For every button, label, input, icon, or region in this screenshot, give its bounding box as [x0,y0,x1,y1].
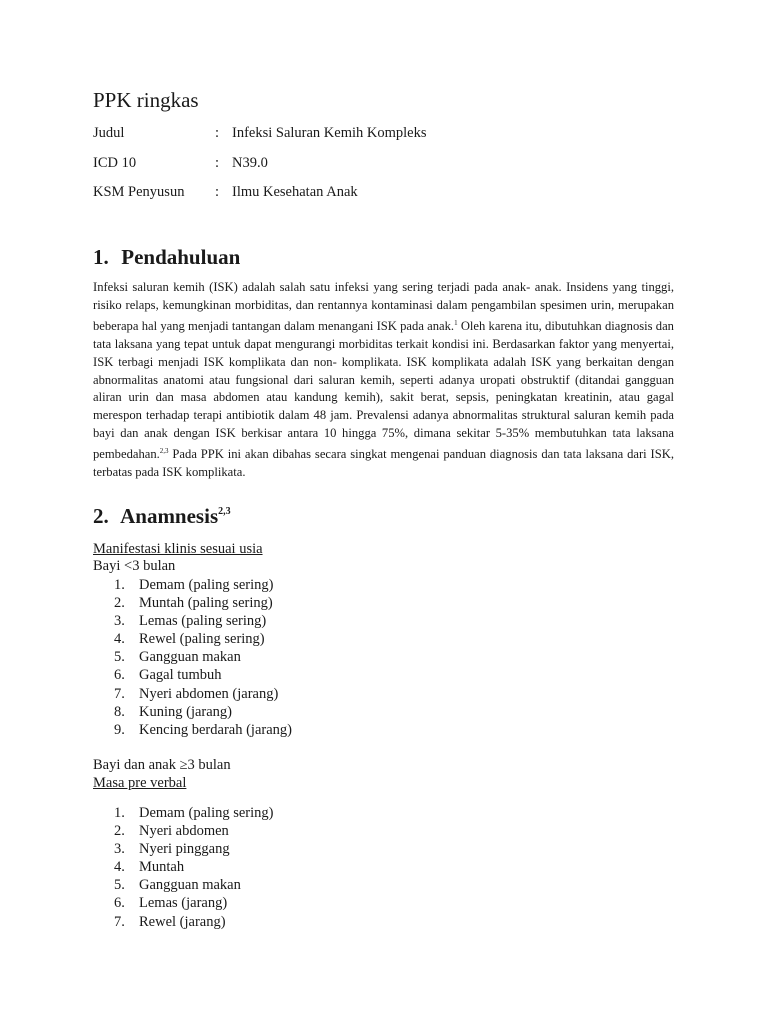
paragraph-text: Pada PPK ini akan dibahas secara singkat mengenai panduan diagnosis dan tata laksana dari ISK, terbatas pada ISK komplikata. [93,447,674,480]
list-item-text: Rewel (paling sering) [139,631,265,648]
list-item-text: Demam (paling sering) [139,805,274,821]
list-item [114,612,292,630]
section-title: Anamnesis [120,504,219,528]
list-item [114,630,292,648]
list-item [114,703,292,721]
list-item-number: 7. [114,685,125,702]
list-item-number: 8. [114,703,125,720]
list-item-text: Gagal tumbuh [139,667,222,684]
meta-row-ksm [93,184,358,201]
list-item-text: Gangguan makan [139,877,241,894]
paragraph-text: Oleh karena itu, dibutuhkan diagnosis dan tata laksana yang tepat untuk dapat mengurangi morbiditas terkait kondisi ini. Berdasarkan faktor yang menyertai, ISK terbagi menjadi ISK komplikata dan non- komplikata. ISK komplikata adalah ISK yang berkaitan dengan abnormalitas anatomi atau fungsional dari saluran kemih, seperti adanya uropati obstruktif (ditandai gangguan aliran urin dan masa abdomen atau kandung kemih), sakit berat, sepsis, peningkatan kreatinin, atau gagal merespon terhadap terapi antibiotik dalam 48 jam. Prevalensi adanya abnormalitas struktural saluran kemih pada bayi dan anak dengan ISK berkisar antara 10 hingga 75%, dimana sekitar 5-35% membutuhkan tata laksana pembedahan. [93,318,674,462]
list-item-number: 3. [114,841,125,858]
meta-row-judul [93,125,427,142]
meta-value: Infeksi Saluran Kemih Kompleks [232,125,427,141]
section-heading-anamnesis [93,504,231,529]
meta-colon: : [215,184,220,200]
list-item-number: 3. [114,613,125,630]
list-item-text: Kuning (jarang) [139,703,233,720]
list-item-text: Gangguan makan [139,649,241,666]
group-label-child: Bayi dan anak ≥3 bulan [93,757,231,773]
list-item-number: 1. [114,805,125,821]
meta-row-icd [93,155,268,172]
list-item [114,685,292,703]
list-item-text: Nyeri abdomen (jarang) [139,685,279,702]
list-item [114,721,292,739]
meta-key: ICD 10 [93,155,137,171]
section-number: 1. [93,245,109,269]
section-heading-pendahuluan [93,245,240,270]
list-item-number: 1. [114,577,125,593]
symptom-list-infant [114,576,292,739]
list-item [114,576,292,594]
list-item-text: Lemas (jarang) [139,895,228,912]
list-item-number: 4. [114,859,125,876]
meta-value: N39.0 [232,155,268,171]
symptom-list-preverbal [114,804,274,931]
sublabel-preverbal: Masa pre verbal [93,775,187,791]
citation-ref: 2,3 [218,506,231,517]
section-number: 2. [93,504,109,528]
list-item [114,876,274,894]
list-item-text: Muntah (paling sering) [139,595,273,612]
paragraph-text: Infeksi saluran kemih (ISK) adalah salah satu infeksi yang sering terjadi pada anak- anak. Insidens yang tinggi, risiko relaps, kemungkinan morbiditas, dan rentannya kontaminasi dalam pengambilan spesimen urin, merupakan beberapa hal yang menjadi tantangan dalam menangani ISK pada anak. [93,280,674,333]
list-item-text: Rewel (jarang) [139,913,226,930]
list-item [114,804,274,822]
list-item [114,822,274,840]
list-item-number: 6. [114,667,125,684]
list-item-text: Nyeri pinggang [139,841,230,858]
citation-ref: 2,3 [159,447,169,456]
list-item-number: 2. [114,823,125,840]
list-item-number: 5. [114,649,125,666]
list-item-number: 7. [114,913,125,930]
list-item-number: 4. [114,631,125,648]
list-item [114,840,274,858]
meta-colon: : [215,155,220,171]
list-item-text: Kencing berdarah (jarang) [139,721,292,738]
meta-key: Judul [93,125,125,141]
section-title: Pendahuluan [121,245,241,269]
document-title: PPK ringkas [93,88,199,112]
list-item-text: Muntah [139,859,185,876]
list-item-text: Nyeri abdomen [139,823,229,840]
list-item [114,913,274,931]
intro-paragraph [93,279,674,482]
subheading-manifestasi: Manifestasi klinis sesuai usia [93,541,263,557]
list-item [114,894,274,912]
list-item-number: 9. [114,721,125,738]
list-item-number: 6. [114,895,125,912]
meta-value: Ilmu Kesehatan Anak [232,184,358,200]
list-item [114,858,274,876]
list-item-text: Demam (paling sering) [139,577,274,593]
list-item-number: 2. [114,595,125,612]
meta-key: KSM Penyusun [93,184,185,200]
group-label-infant: Bayi <3 bulan [93,558,176,574]
list-item-text: Lemas (paling sering) [139,613,267,630]
list-item-number: 5. [114,877,125,894]
list-item [114,648,292,666]
meta-colon: : [215,125,220,141]
list-item [114,666,292,684]
citation-ref: 1 [454,318,458,327]
list-item [114,594,292,612]
